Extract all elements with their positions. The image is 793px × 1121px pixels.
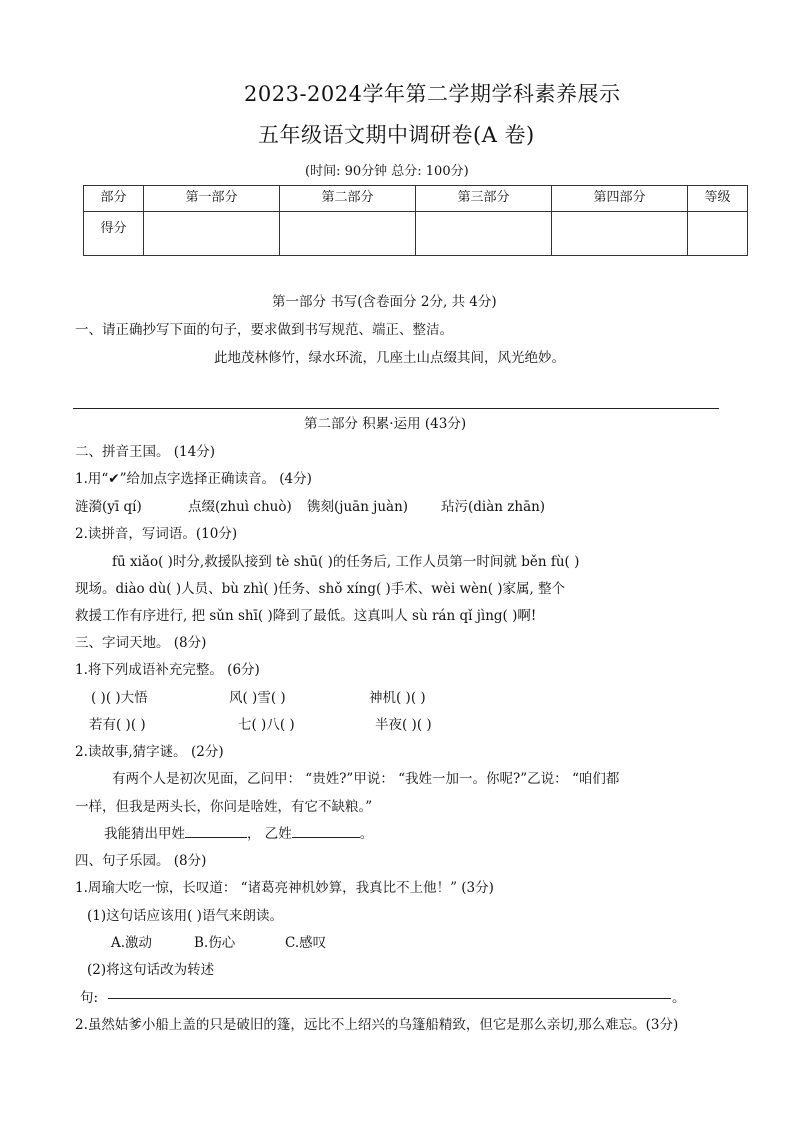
guess-end: 。 <box>359 826 374 842</box>
idiom-item: 七( )八( ) <box>238 717 295 733</box>
guess-line <box>104 822 373 842</box>
part1-question: 一、请正确抄写下面的句子，要求做到书写规范、端正、整洁。 <box>75 322 453 338</box>
idiom-item: 半夜( )( ) <box>375 717 432 733</box>
table-header-cell: 第四部分 <box>552 186 688 212</box>
reading-item: 镌刻(juān juàn) <box>307 499 409 515</box>
answer-blank-jia[interactable] <box>185 825 247 838</box>
exam-subtitle: 五年级语文期中调研卷(A 卷) <box>258 123 535 147</box>
question-2-2: 2.读拼音，写词语。(10分) <box>75 526 238 542</box>
question-2-1: 1.用“✔”给加点字选择正确读音。 (4分) <box>75 471 312 487</box>
score-cell[interactable] <box>144 212 280 256</box>
question-4-1b: (2)将这句话改为转述 <box>87 962 215 978</box>
table-header-cell: 第一部分 <box>144 186 280 212</box>
story-text: 有两个人是初次见面，乙问甲： “贵姓?”甲说： “我姓一加一。你呢?”乙说： “咱们都 <box>112 771 620 787</box>
option-a[interactable]: A.激动 <box>111 935 153 951</box>
score-cell[interactable] <box>280 212 416 256</box>
part2-heading: 第二部分 积累·运用 (43分) <box>304 416 467 432</box>
exam-title: 2023-2024学年第二学期学科素养展示 <box>244 82 621 106</box>
section-divider <box>73 408 719 409</box>
score-table <box>83 185 748 256</box>
idiom-item: 神机( )( ) <box>369 690 426 706</box>
score-cell[interactable] <box>552 212 688 256</box>
question-3-2: 2.读故事,猜字谜。 (2分) <box>75 744 224 760</box>
answer-line[interactable] <box>108 998 671 999</box>
section2-heading: 二、拼音王国。 (14分) <box>75 444 216 460</box>
score-row-label: 得分 <box>84 212 144 256</box>
score-cell[interactable] <box>688 212 748 256</box>
question-3-1: 1.将下列成语补充完整。 (6分) <box>75 662 260 678</box>
idiom-item: 若有( )( ) <box>89 717 146 733</box>
story-text: 一样，但我是两头长，你问是啥姓，有它不缺粮。” <box>75 799 373 815</box>
guess-prefix: 我能猜出甲姓 <box>104 826 185 842</box>
guess-mid: ， 乙姓 <box>247 826 292 842</box>
table-header-cell: 第二部分 <box>280 186 416 212</box>
question-4-2: 2.虽然姑爹小船上盖的只是破旧的篷，远比不上绍兴的乌篷船精致，但它是那么亲切,那么难忘。(3分) <box>75 1017 679 1033</box>
option-c[interactable]: C.感叹 <box>285 935 327 951</box>
section3-heading: 三、字词天地。 (8分) <box>75 635 207 651</box>
copy-sentence: 此地茂林修竹，绿水环流，几座土山点缀其间，风光绝妙。 <box>214 350 565 366</box>
reading-item: 玷污(diàn zhān) <box>441 499 546 515</box>
idiom-item: 风( )雪( ) <box>229 690 286 706</box>
part1-heading: 第一部分 书写(含卷面分 2分, 共 4分) <box>272 294 497 310</box>
score-cell[interactable] <box>416 212 552 256</box>
table-header-cell: 第三部分 <box>416 186 552 212</box>
table-header-cell: 部分 <box>84 186 144 212</box>
answer-end: 。 <box>672 990 686 1006</box>
pinyin-line: 救援工作有序进行, 把 sǔn shī( )降到了最低。这真叫人 sù rán qǐ jìng( )啊! <box>75 608 537 624</box>
pinyin-line: 现场。diào dù( )人员、bù zhì( )任务、shǒ xíng( )手术、wèi wèn( )家属, 整个 <box>75 581 566 597</box>
question-4-1: 1.周瑜大吃一惊，长叹道： “诸葛亮神机妙算，我真比不上他！” (3分) <box>75 880 494 896</box>
question-4-1a: (1)这句话应该用( )语气来朗读。 <box>87 908 283 924</box>
idiom-item: ( )( )大悟 <box>91 690 148 706</box>
pinyin-line: fū xiǎo( )时分,救援队接到 tè shū( )的任务后, 工作人员第一时间就 běn fù( ) <box>112 554 580 570</box>
table-header-cell: 等级 <box>688 186 748 212</box>
reading-item: 涟漪(yī qí) <box>75 499 142 515</box>
answer-label: 句: <box>80 990 99 1006</box>
option-b[interactable]: B.伤心 <box>194 935 236 951</box>
section4-heading: 四、句子乐园。 (8分) <box>75 853 207 869</box>
reading-item: 点缀(zhuì chuò) <box>188 499 292 515</box>
answer-blank-yi[interactable] <box>292 825 360 838</box>
time-info: (时间: 90分钟 总分: 100分) <box>305 164 469 179</box>
